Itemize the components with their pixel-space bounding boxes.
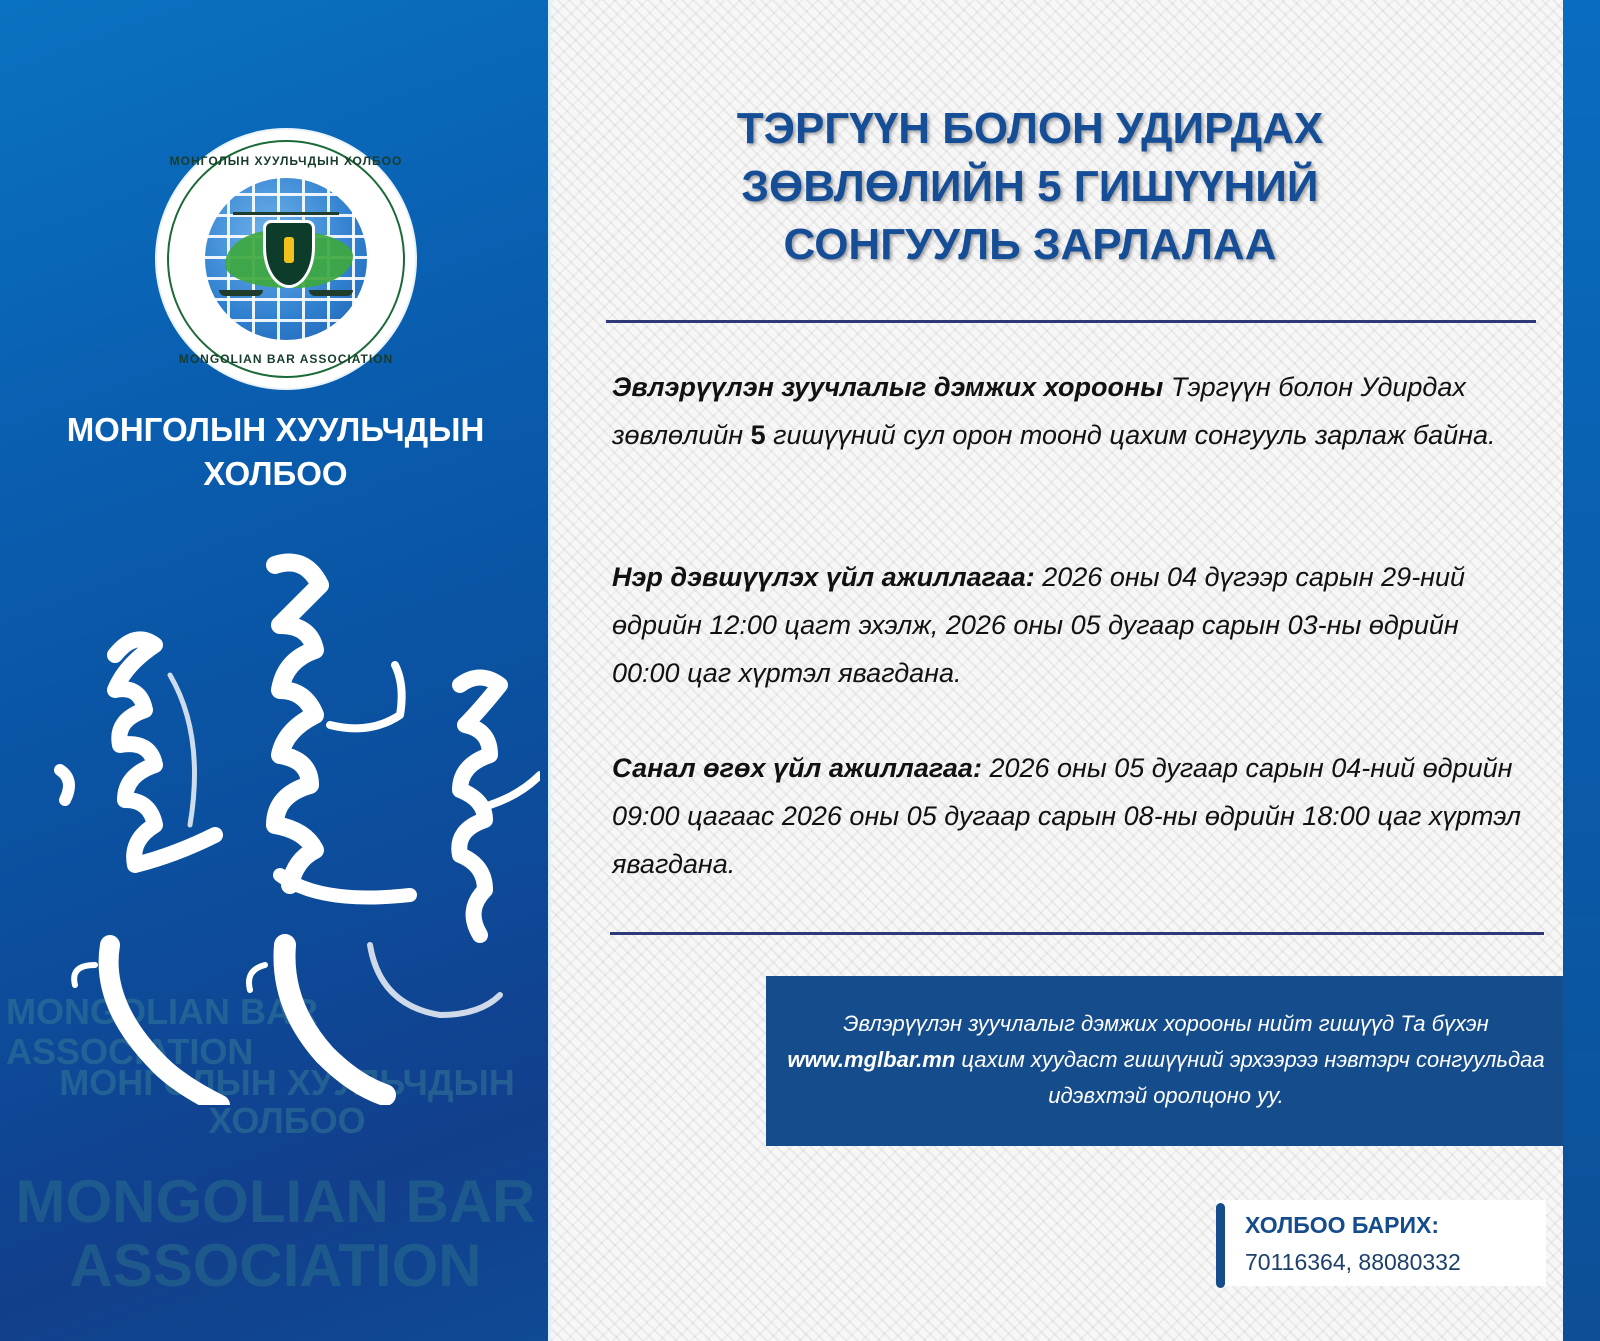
watermark-line: МОНГОЛЫН ХУУЛЬЧДЫН: [59, 1062, 515, 1103]
scale-pan-right-icon: [309, 290, 353, 296]
nomination-label: Нэр дэвшүүлэх үйл ажиллагаа:: [612, 562, 1035, 592]
voting-label: Санал өгөх үйл ажиллагаа:: [612, 753, 982, 783]
org-name-line1: МОНГОЛЫН ХУУЛЬЧДЫН: [66, 411, 485, 448]
nomination-text: 2026 оны 04 дүгээр сарын 29-ний өдрийн 12:00 цагт эхэлж, 2026 оны 05 дугаар сарын 03-ны өдрийн 00:00 цаг хүртэл явагдана.: [612, 562, 1466, 688]
mongolian-bar-association-logo: [157, 130, 415, 388]
divider-bottom: [610, 932, 1544, 935]
intro-paragraph: [612, 363, 1522, 459]
right-accent-stripe: [1563, 0, 1600, 1341]
logo-ring-text-top: МОНГОЛЫН ХУУЛЬЧДЫН ХОЛБОО: [169, 154, 403, 168]
watermark-line: ASSOCIATION: [69, 1232, 482, 1299]
notice-box: [766, 976, 1563, 1146]
globe-icon: [205, 178, 367, 340]
website-link[interactable]: www.mglbar.mn: [787, 1047, 956, 1072]
scale-pan-left-icon: [219, 290, 263, 296]
watermark-line: ASSOCIATION: [6, 1031, 254, 1072]
watermark-line: ХОЛБОО: [208, 1100, 366, 1141]
watermark-line: MONGOLIAN BAR: [6, 991, 318, 1032]
voting-paragraph: [612, 744, 1522, 888]
watermark-line: MONGOLIAN BAR: [15, 1168, 536, 1235]
watermark-text-large: [0, 1170, 551, 1298]
contact-accent-bar: [1216, 1203, 1225, 1288]
contact-title: ХОЛБОО БАРИХ:: [1245, 1212, 1440, 1238]
intro-bold: Эвлэрүүлэн зуучлалыг дэмжих хорооны: [612, 372, 1164, 402]
title-line2: ЗӨВЛӨЛИЙН 5 ГИШҮҮНИЙ: [741, 162, 1319, 211]
intro-text2: гишүүний сул орон тоонд цахим сонгууль зарлаж байна.: [765, 420, 1496, 450]
title-line1: ТЭРГҮҮН БОЛОН УДИРДАХ: [736, 104, 1324, 153]
notice-text: [786, 1006, 1546, 1114]
nomination-paragraph: [612, 553, 1522, 697]
contact-phones: 70116364, 88080332: [1245, 1249, 1461, 1275]
intro-text1: Тэргүүн болон Удирдах зөвлөлийн: [612, 372, 1466, 450]
soyombo-icon: [284, 237, 294, 263]
notice-text2: цахим хуудаст гишүүний эрхээрээ нэвтэрч сонгуульдаа идэвхтэй оролцоно уу.: [955, 1047, 1545, 1108]
logo-ring-text-bottom: MONGOLIAN BAR ASSOCIATION: [178, 352, 394, 366]
title-line3: СОНГУУЛЬ ЗАРЛАЛАА: [783, 220, 1277, 269]
left-brand-panel: [0, 0, 551, 1341]
org-name-line2: ХОЛБОО: [203, 455, 348, 492]
divider-top: [606, 320, 1536, 323]
scales-of-justice-icon: [233, 212, 339, 215]
notice-text1: Эвлэрүүлэн зуучлалыг дэмжих хорооны нийт гишүүд Та бүхэн: [843, 1011, 1489, 1036]
organization-name: [0, 408, 551, 496]
mongolian-calligraphy-icon: [20, 545, 540, 1105]
intro-number: 5: [750, 420, 766, 450]
voting-text: 2026 оны 05 дугаар сарын 04-ний өдрийн 09:00 цагаас 2026 оны 05 дугаар сарын 08-ны өдрийн 18:00 цаг хүртэл явагдана.: [612, 753, 1522, 879]
page-title: [600, 100, 1460, 274]
